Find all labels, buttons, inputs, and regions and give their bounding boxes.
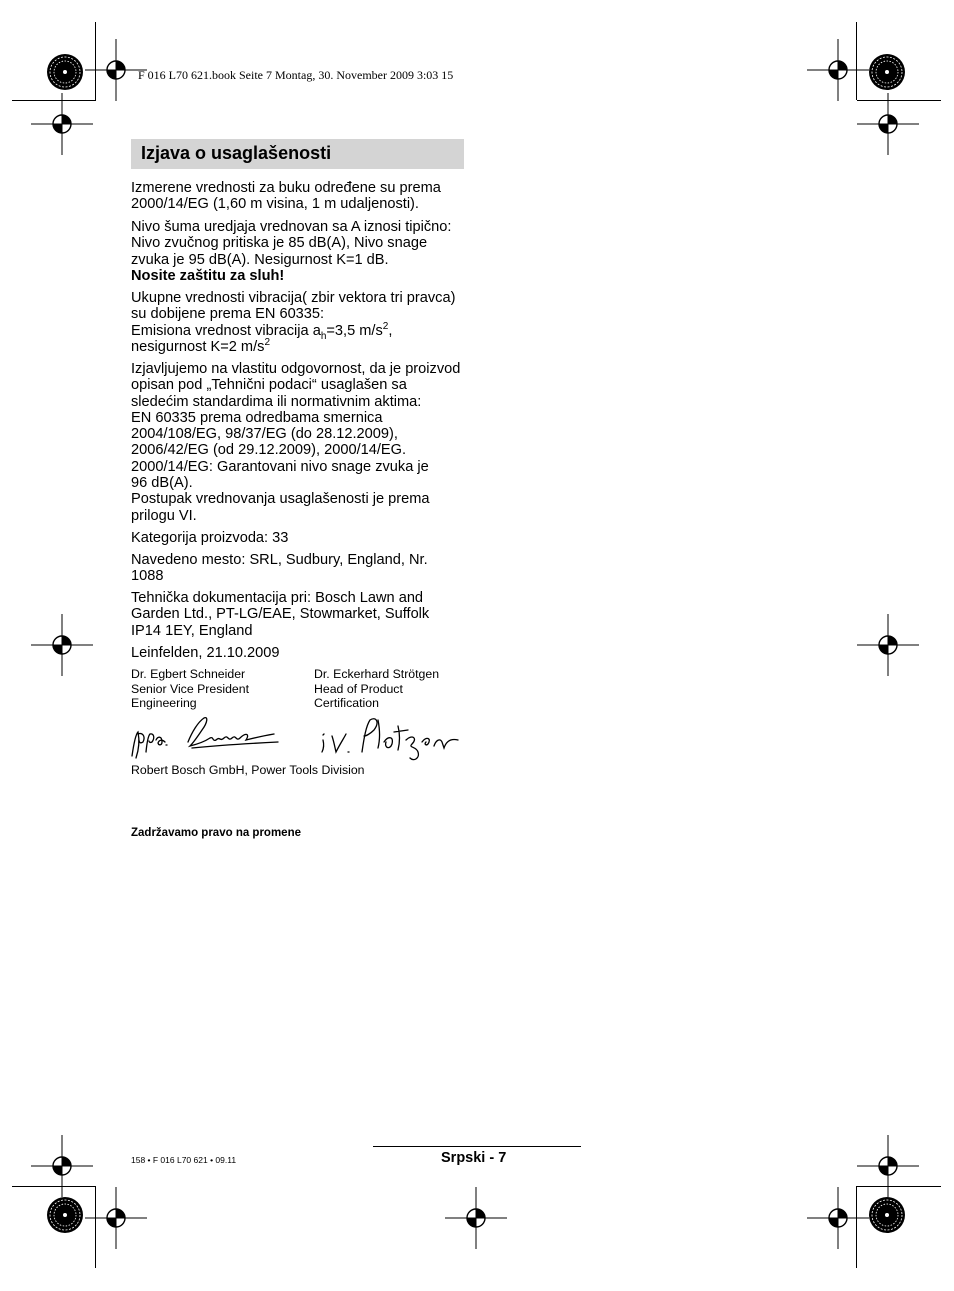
signatory-name: Dr. Egbert Schneider (131, 667, 246, 681)
paragraph-vibration (131, 290, 471, 355)
text-line: Nivo zvučnog pritiska je 85 dB(A), Nivo snage (131, 235, 428, 252)
signature-stroetgen (318, 712, 463, 762)
text-line: Kategorija proizvoda: 33 (131, 530, 289, 546)
signatory-role: Certification (314, 696, 379, 711)
text-line: EN 60335 prema odredbama smernica (131, 409, 383, 426)
text-line: 96 dB(A). (131, 475, 193, 492)
text-line: 2006/42/EG (od 29.12.2009), 2000/14/EG. (131, 442, 407, 459)
superscript: 2 (382, 320, 389, 332)
hearing-protection-warning: Nosite zaštitu za sluh! (131, 267, 285, 284)
superscript: 2 (264, 337, 271, 349)
section-title-bar (131, 139, 464, 169)
company-division: Robert Bosch GmbH, Power Tools Division (131, 763, 365, 777)
paragraph-notified-body (131, 552, 471, 585)
signatory-role: Senior Vice President (131, 681, 250, 696)
reserve-changes-note: Zadržavamo pravo na promene (131, 827, 301, 839)
vibration-emission-line (131, 320, 471, 342)
text-line: Tehnička dokumentacija pri: Bosch Lawn and (131, 590, 424, 606)
paragraph-product-category (131, 530, 471, 546)
paragraph-noise-measurement (131, 180, 471, 213)
uncertainty-line (131, 339, 471, 355)
text-line: Garden Ltd., PT-LG/EAE, Stowmarket, Suffolk (131, 606, 430, 623)
text-line: su dobijene prema EN 60335: (131, 306, 325, 323)
text-line: IP14 1EY, England (131, 622, 253, 639)
text-line: Izjavljujemo na vlastitu odgovornost, da je proizvod (131, 361, 461, 377)
text-line: Leinfelden, 21.10.2009 (131, 645, 280, 661)
paragraph-declaration (131, 361, 471, 524)
paragraph-noise-level (131, 219, 471, 284)
text-line: Navedeno mesto: SRL, Sudbury, England, Nr. (131, 552, 428, 568)
text-line: sledećim standardima ili normativnim aktima: (131, 393, 422, 410)
text-line: zvuka je 95 dB(A). Nesigurnost K=1 dB. (131, 251, 389, 268)
signatory-name: Dr. Eckerhard Strötgen (314, 667, 440, 681)
subscript: h (320, 330, 327, 342)
footer-rule (373, 1146, 581, 1147)
text-fragment: Emisiona vrednost vibracija a (131, 322, 321, 339)
text-fragment: nesigurnost K=2 m/s (131, 338, 265, 355)
text-line: 1088 (131, 568, 164, 585)
section-title: Izjava o usaglašenosti (141, 143, 332, 163)
signatory-role: Engineering (131, 696, 197, 711)
text-fragment: , (388, 322, 393, 339)
file-info-header: F 016 L70 621.book Seite 7 Montag, 30. November 2009 3:03 15 (138, 68, 454, 82)
text-line: 2000/14/EG: Garantovani nivo snage zvuka je (131, 458, 429, 475)
text-line: Postupak vrednovanja usaglašenosti je prema (131, 491, 430, 508)
footer-code: 158 • F 016 L70 621 • 09.11 (131, 1155, 237, 1165)
signatory-role: Head of Product (314, 681, 403, 696)
text-line: 2004/108/EG, 98/37/EG (do 28.12.2009), (131, 426, 398, 443)
paragraph-technical-documentation (131, 590, 471, 639)
text-line: Ukupne vrednosti vibracija( zbir vektora tri pravca) (131, 290, 456, 306)
text-line: opisan pod „Tehnični podaci“ usaglašen sa (131, 377, 407, 394)
place-and-date (131, 645, 471, 661)
text-fragment: =3,5 m/s (326, 322, 383, 339)
paragraph-text: Izmerene vrednosti za buku određene su prema 2000/14/EG (1,60 m visina, 1 m udaljenosti). (131, 180, 441, 213)
page-label: Srpski - 7 (441, 1150, 507, 1166)
signatory-1 (131, 667, 311, 711)
signature-schneider (128, 712, 283, 762)
text-line: Nivo šuma uredjaja vrednovan sa A iznosi tipično: (131, 219, 452, 235)
signatory-2 (314, 667, 474, 711)
text-line: prilogu VI. (131, 507, 197, 524)
